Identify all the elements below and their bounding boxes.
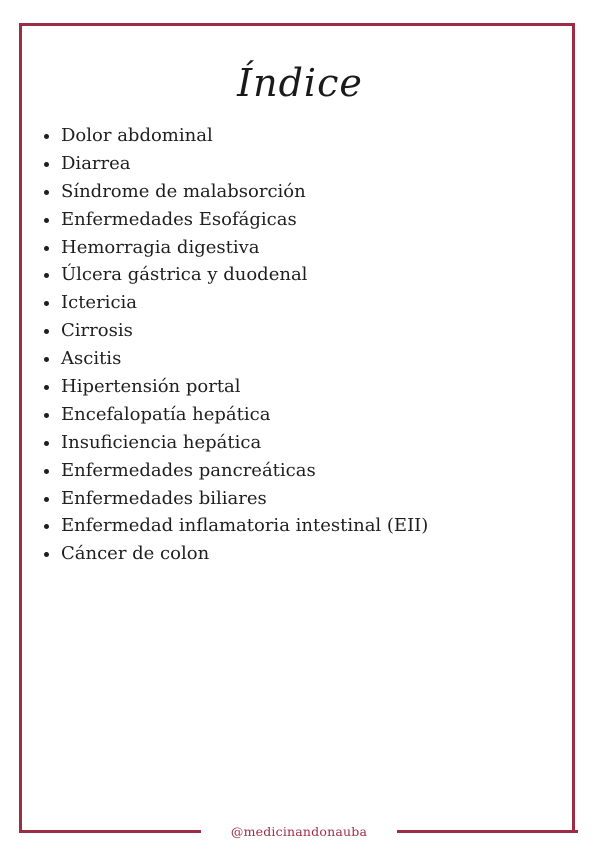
list-item-label: Enfermedades Esofágicas: [61, 208, 297, 230]
bullet-icon: [44, 246, 49, 251]
bullet-icon: [44, 301, 49, 306]
list-item: [40, 206, 428, 234]
bullet-icon: [44, 469, 49, 474]
list-item-label: Enfermedad inflamatoria intestinal (EII): [61, 515, 429, 537]
list-item-label: Cirrosis: [61, 320, 133, 342]
bullet-icon: [44, 552, 49, 557]
list-item: [40, 401, 428, 429]
list-item-label: Hipertensión portal: [61, 376, 241, 398]
list-item: [40, 540, 428, 568]
list-item: [40, 485, 428, 513]
list-item-label: Encefalopatía hepática: [61, 403, 271, 425]
list-item: [40, 512, 428, 540]
list-item-label: Diarrea: [61, 152, 131, 174]
bullet-icon: [44, 218, 49, 223]
page-title: Índice: [237, 61, 363, 105]
bullet-icon: [44, 162, 49, 167]
bullet-icon: [44, 357, 49, 362]
list-item: [40, 345, 428, 373]
list-item-label: Cáncer de colon: [61, 543, 210, 565]
list-item-label: Insuficiencia hepática: [61, 431, 262, 453]
bullet-icon: [44, 273, 49, 278]
bullet-icon: [44, 190, 49, 195]
bullet-icon: [44, 441, 49, 446]
bullet-icon: [44, 497, 49, 502]
bullet-icon: [44, 134, 49, 139]
list-item: [40, 429, 428, 457]
footer-handle: @medicinandonauba: [230, 824, 368, 839]
list-item-label: Dolor abdominal: [61, 125, 213, 146]
bullet-icon: [44, 524, 49, 529]
list-item-label: Ascitis: [61, 348, 122, 370]
list-item-label: Ictericia: [61, 292, 138, 314]
list-item-label: Enfermedades pancreáticas: [61, 459, 316, 481]
list-item-label: Síndrome de malabsorción: [61, 180, 306, 202]
list-item-label: Hemorragia digestiva: [61, 236, 260, 258]
list-item: [40, 122, 428, 150]
bullet-icon: [44, 385, 49, 390]
page-border-bottom-left: [19, 830, 201, 833]
list-item-label: Enfermedades biliares: [61, 487, 267, 509]
list-item: [40, 261, 428, 289]
list-item: [40, 234, 428, 262]
list-item-label: Úlcera gástrica y duodenal: [61, 264, 308, 286]
list-item: [40, 373, 428, 401]
list-item: [40, 317, 428, 345]
bullet-icon: [44, 329, 49, 334]
index-list: [40, 122, 428, 568]
list-item: [40, 289, 428, 317]
list-item: [40, 178, 428, 206]
list-item: [40, 150, 428, 178]
page-border-bottom-right: [397, 830, 578, 833]
list-item: [40, 457, 428, 485]
bullet-icon: [44, 413, 49, 418]
